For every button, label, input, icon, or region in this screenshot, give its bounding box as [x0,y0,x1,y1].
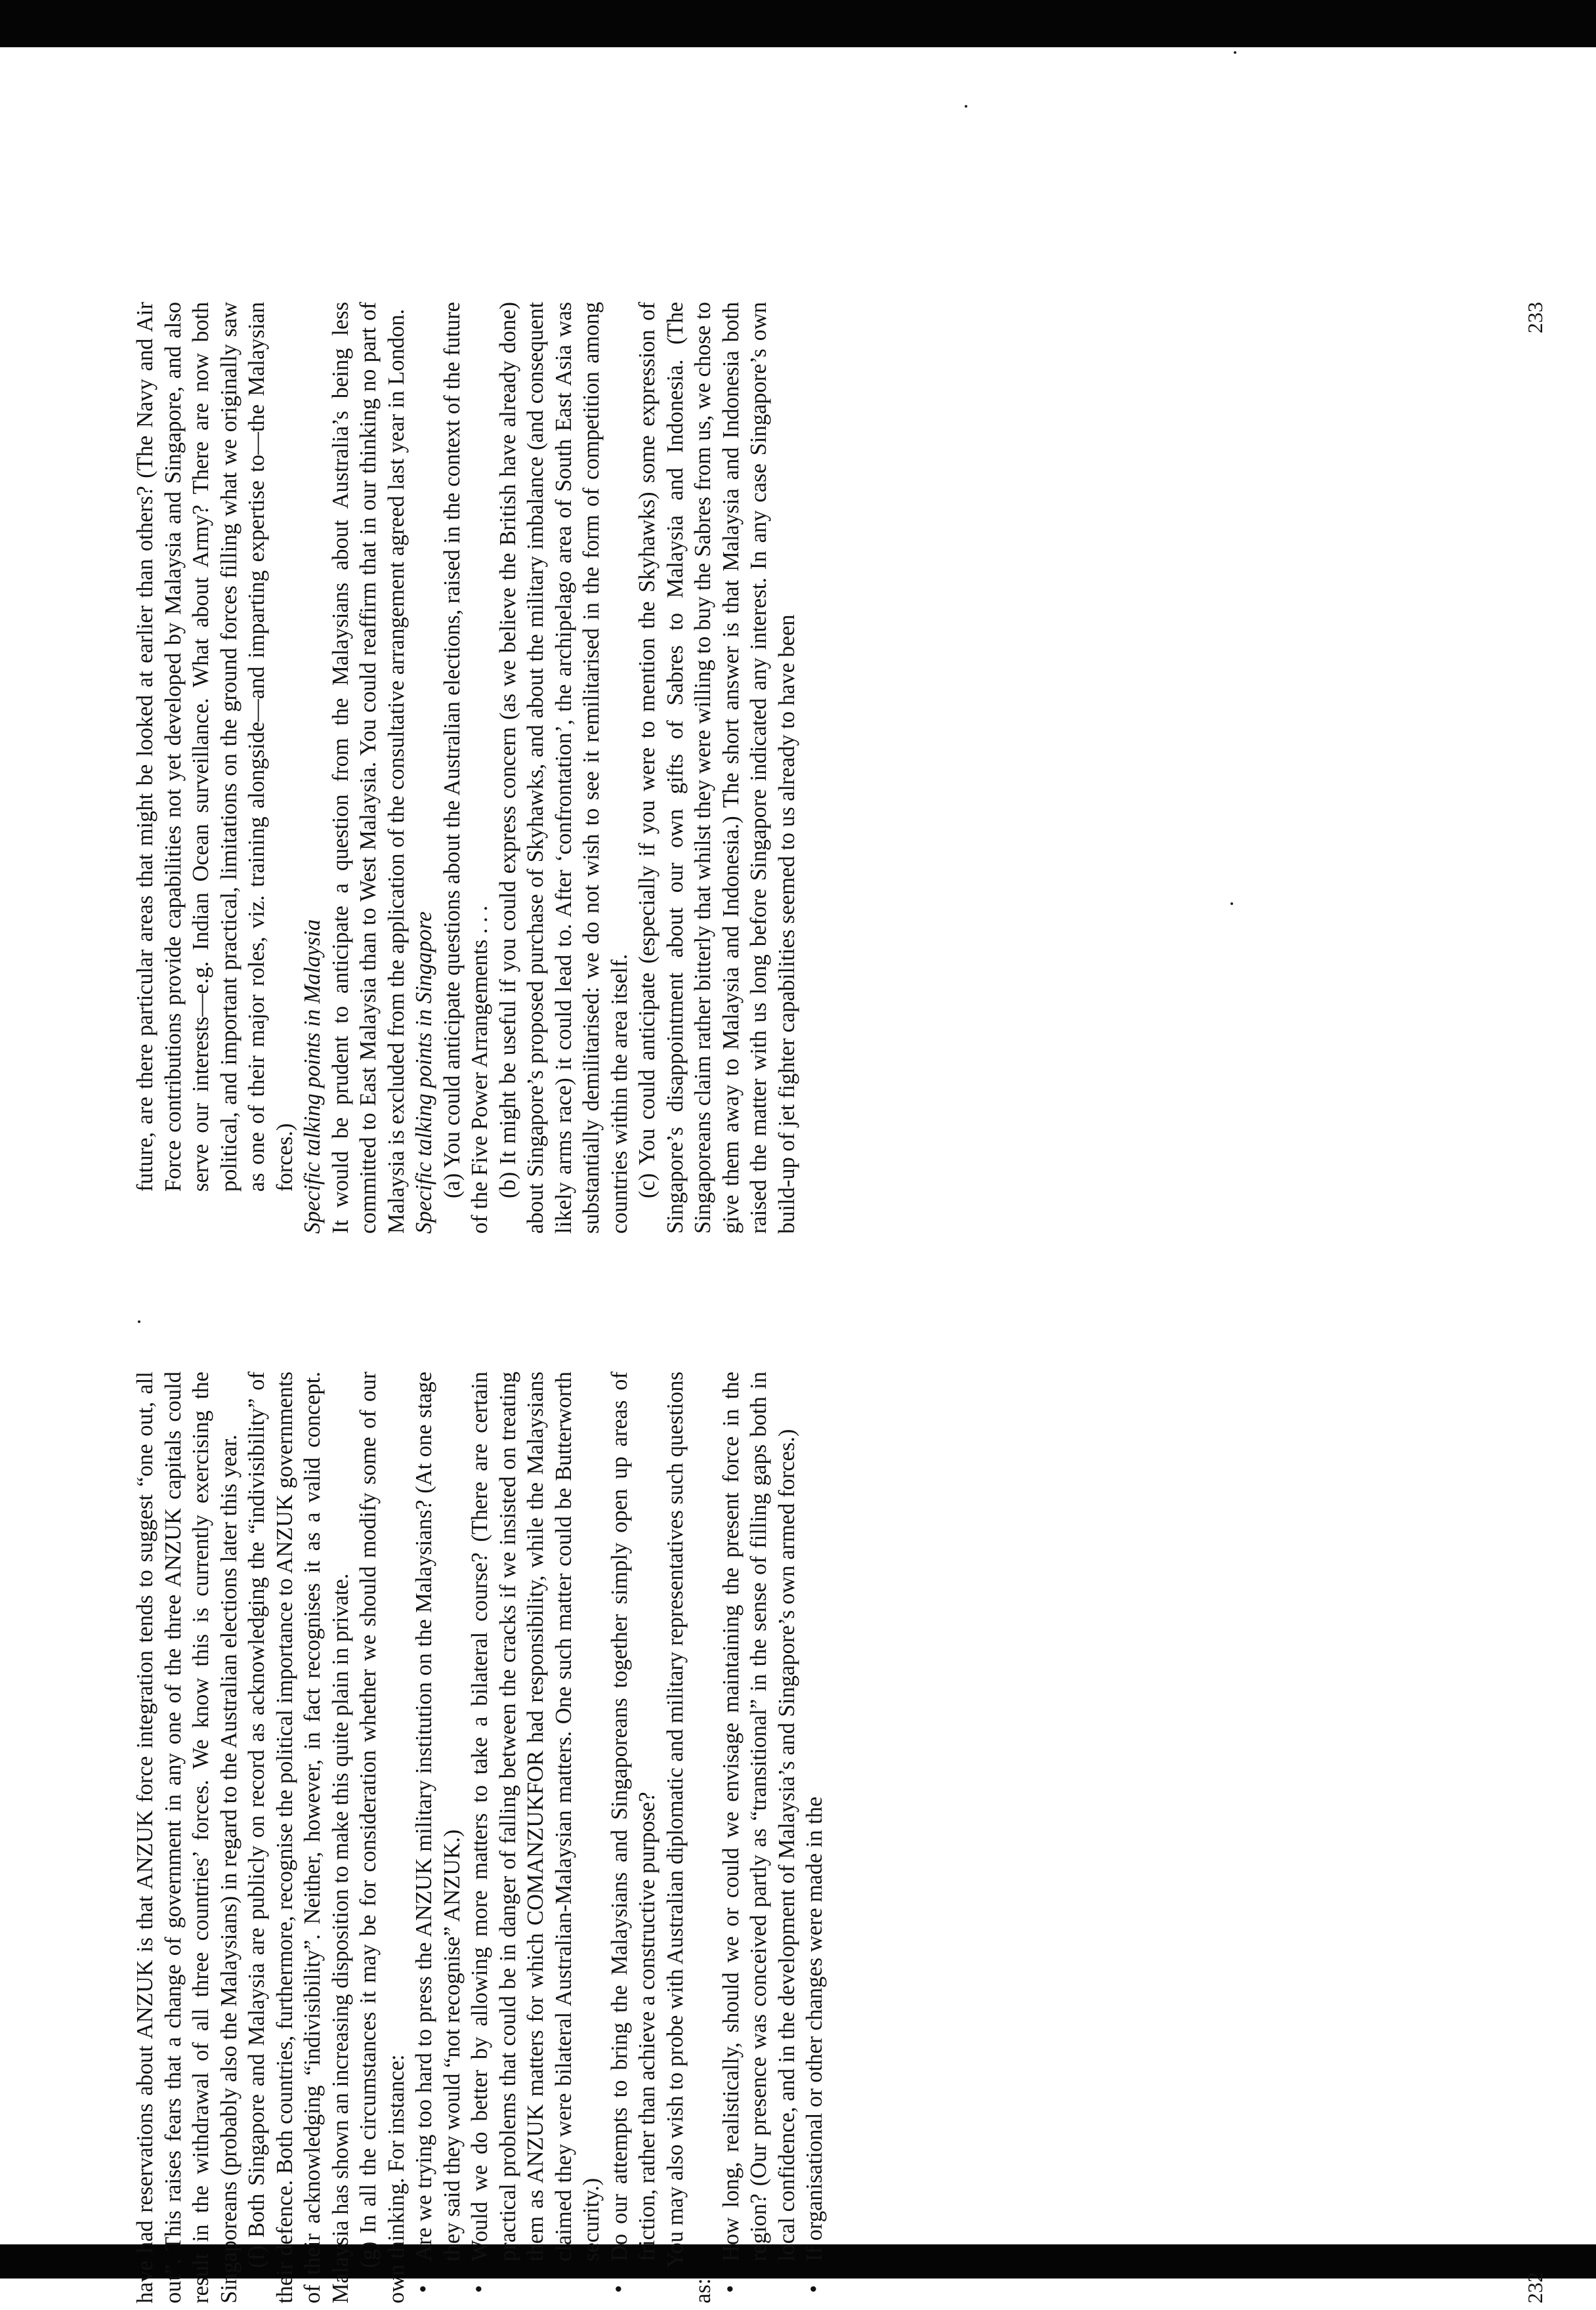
bullet-item: • Would we do better by allowing more matters to take a bilateral course? (There are certain practical problems that could be in danger of falling between the cracks if we insisted on treating them as ANZUK matters for which COMANZUKFOR had responsibility, while the Malaysians claimed they were bilateral Australian-Malaysian matters. One such matter could be Butterworth security.) [466,1372,606,2303]
paragraph: It would be prudent to anticipate a question from the Malaysians about Australia’s being less committed to East Malaysia than to West Malaysia. You could reaffirm that in our thinking no part of Malaysia is excluded from the application of the consultative arrangement agreed last year in London. [327,302,409,1234]
section-heading: Specific talking points in Malaysia [300,919,325,1234]
bullet-item: • Do our attempts to bring the Malaysians and Singaporeans together simply open up areas of friction, rather than achieve a constructive purpose? [606,1372,662,2303]
left-page [131,1372,1562,2303]
scan-top-border [0,0,1596,47]
page-number: 232 [1523,2272,1547,2303]
section-heading: Specific talking points in Singapore [411,911,436,1234]
paragraph: have had reservations about ANZUK is that ANZUK force integration tends to suggest “one out, all out”. This raises fears that a change of government in any one of the three ANZUK capitals could result in the withdrawal of all three countries’ forces. We know this is currently exercising the Singaporeans (probably also the Malaysians) in regard to the Australian elections later this year. [133,1372,242,2303]
scan-speck [1234,51,1236,54]
paragraph: (b) It might be useful if you could express concern (as we believe the British have already done) about Singapore’s proposed purchase of Skyhawks, and about the military imbalance (and consequent likely arms race) it could lead to. After ‘confrontation’, the archipelago area of South East Asia was substantially demilitarised: we do not wish to see it remilitarised in the form of competition among countries within the area itself. [495,302,632,1234]
paragraph: future, are there particular areas that might be looked at earlier than others? (The Navy and Air Force contributions provide capabilities not yet developed by Malaysia and Singapore, and also serve our interests—e.g. Indian Ocean surveillance. What about Army? There are now both political, and important practical, limitations on the ground forces filling what we originally saw as one of their major roles, viz. training alongside—and imparting expertise to—the Malaysian forces.) [133,302,297,1192]
bullet-item: • Are we trying too hard to press the ANZUK military institution on the Malaysians? (At one stage they said they would “not recognise” ANZUK.) [410,1372,466,2303]
paragraph: (a) You could anticipate questions about the Australian elections, raised in the context of the future of the Five Power Arrangements . . . [439,302,492,1234]
bullet-item: • How long, realistically, should we or could we envisage maintaining the present force in the region? (Our presence was conceived partly as “transitional” in the sense of filling gaps both in local confidence, and in the development of Malaysia’s and Singapore’s own armed forces.) [717,1372,801,2303]
bullet-item: • If organisational or other changes were made in the [801,1372,829,2303]
paragraph: (f) Both Singapore and Malaysia are publicly on record as acknowledging the “indivisibility” of their defence. Both countries, furthermore, recognise the political importance to ANZUK governments of their acknowledging “indivisibility”. Neither, however, in fact recognises it as a valid concept. Malaysia has shown an increasing disposition to make this quite plain in private. [244,1372,353,2303]
paragraph: You may also wish to probe with Australian diplomatic and military representatives such questions as: [662,1372,715,2303]
paragraph: (c) You could anticipate (especially if you were to mention the Skyhawks) some expression of Singapore’s disappointment about our own gifts of Sabres to Malaysia and Indonesia. (The Singaporeans claim rather bitterly that whilst they were willing to buy the Sabres from us, we chose to give them away to Malaysia and Indonesia.) The short answer is that Malaysia and Indonesia both raised the matter with us long before Singapore indicated any interest. In any case Singapore’s own build-up of jet fighter capabilities seemed to us already to have been [635,302,799,1234]
scan-speck [965,105,967,108]
page-number: 233 [1523,302,1547,333]
right-page [131,302,1562,1234]
paragraph: (g) In all the circumstances it may be for consideration whether we should modify some of our own thinking. For instance: [356,1372,409,2303]
rotated-book-spread [118,289,1588,2310]
